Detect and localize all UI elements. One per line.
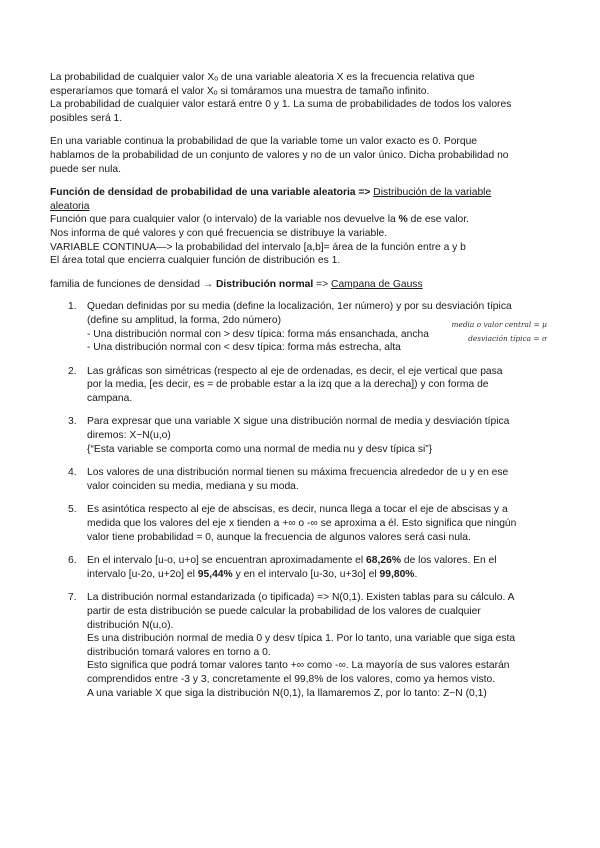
density-section	[50, 186, 555, 268]
percent-value: 68,26%	[366, 555, 401, 567]
properties-list	[50, 300, 555, 700]
text-line	[87, 568, 555, 582]
text-line: esperaríamos que tomará el valor Xₒ si tomáramos una muestra de tamaño infinito.	[50, 85, 430, 97]
document-page	[50, 71, 555, 700]
text-line	[87, 554, 555, 568]
list-item	[50, 415, 555, 456]
text-line: comprendidos entre -3 y 3, concretamente el 99,8% de los valores, como ya hemos visto.	[87, 673, 496, 685]
text-line: valor tiene probabilidad = 0, aunque la frecuencia de algunos valores será casi nula.	[87, 531, 471, 543]
list-item	[50, 466, 555, 493]
text-line: En una variable continua la probabilidad de que la variable tome un valor exacto es 0. Porque	[50, 136, 478, 148]
text-line: Las gráficas son simétricas (respecto al eje de ordenadas, es decir, el eje vertical que pasa	[87, 365, 503, 377]
text-line: puede ser nula.	[50, 163, 121, 175]
text-line: (define su amplitud, la forma, 2do número)	[87, 314, 282, 326]
text-line: partir de esta distribución se puede calcular la probabilidad de los valores de cualquier	[87, 606, 481, 617]
percent-value: 99,80%	[379, 568, 415, 580]
family-line	[50, 278, 555, 292]
density-heading-link-cont: aleatoria	[50, 200, 90, 212]
text-line: Quedan definidas por su media (define la localización, 1er número) y por su desviación típica	[87, 301, 512, 313]
list-item	[50, 591, 555, 700]
list-item	[50, 300, 555, 354]
formula-note	[451, 318, 547, 346]
text-line: posibles será 1.	[50, 112, 123, 124]
text-line: campana.	[87, 392, 133, 404]
text-part: de los valores. En el	[400, 555, 497, 567]
list-number: 1.	[68, 301, 77, 313]
list-item	[50, 503, 555, 544]
list-number: 2.	[68, 365, 77, 377]
text-part: Función que para cualquier valor (o intervalo) de la variable nos devuelve la	[50, 214, 399, 226]
density-line-2: Nos informa de qué valores y con qué frecuencia se distribuye la variable.	[50, 227, 388, 239]
text-line: medida que los valores del eje x tienden a +∞ o -∞ se aproxima a él. Esto significa que ningún	[87, 518, 517, 530]
text-line: A una variable X que siga la distribución N(0,1), la llamaremos Z, por lo tanto: Z~N (0,1)	[87, 687, 487, 699]
text-part: En el intervalo [u-o, u+o] se encuentran aproximadamente el	[87, 555, 367, 567]
text-line: distribución tomará valores en torno a 0.	[87, 646, 271, 658]
text-line: Es asintótica respecto al eje de abscisas, es decir, nunca llega a tocar el eje de abscisas y a	[87, 504, 508, 516]
family-link: Campana de Gauss	[331, 278, 423, 290]
text-line: hablamos de la probabilidad de un conjunto de valores y no de un valor único. Dicha probabilidad no	[50, 149, 509, 161]
text-part: intervalo [u-2o, u+2o] el	[87, 568, 198, 580]
text-line: Los valores de una distribución normal tienen su máxima frecuencia alrededor de u y en ese	[87, 467, 509, 479]
list-number: 4.	[68, 467, 77, 479]
percent-value: 95,44%	[197, 568, 233, 580]
density-line-3: VARIABLE CONTINUA—> la probabilidad del intervalo [a,b]= área de la función entre a y b	[50, 241, 466, 253]
formula-mean: media o valor central = μ	[451, 320, 547, 330]
text-line: La probabilidad de cualquier valor estará entre 0 y 1. La suma de probabilidades de todos los valores	[50, 99, 512, 111]
text-part: .	[414, 568, 418, 580]
list-item	[50, 365, 555, 406]
percent-symbol: %	[398, 214, 408, 226]
intro-paragraph-3	[50, 135, 555, 176]
text-line: por la media, [es decir, es = de probable estar a la izq que a la derecha]) y con forma de	[87, 379, 489, 391]
text-line: La probabilidad de cualquier valor Xₒ de una variable aleatoria X es la frecuencia relativa que	[50, 72, 475, 83]
text-line: distribución N(u,o).	[87, 619, 174, 631]
text-line: Esto significa que podrá tomar valores tanto +∞ como -∞. La mayoría de sus valores estarán	[87, 660, 510, 672]
text-part: y en el intervalo [u-3o, u+3o] el	[232, 568, 380, 580]
density-heading-link: Distribución de la variable	[373, 187, 492, 199]
text-line: {“Esta variable se comporta como una normal de media nu y desv típica si”}	[87, 443, 433, 455]
text-line: Para expresar que una variable X sigue una distribución normal de media y desviación típica	[87, 416, 510, 428]
text-line: diremos: X~N(u,o)	[87, 430, 171, 442]
density-line-1	[50, 213, 555, 227]
text-line: - Una distribución normal con > desv típica: forma más ensanchada, ancha	[87, 328, 429, 340]
density-heading-arrow: =>	[355, 187, 374, 199]
density-heading-bold: Función de densidad de probabilidad de una variable aleatoria	[50, 187, 356, 199]
density-line-4: El área total que encierra cualquier función de distribución es 1.	[50, 255, 341, 267]
formula-stddev: desviación típica = σ	[468, 334, 547, 344]
intro-paragraph-2	[50, 98, 555, 125]
list-number: 3.	[68, 416, 77, 428]
list-item	[50, 554, 555, 581]
family-bold: Distribución normal	[216, 278, 314, 290]
text-line: La distribución normal estandarizada (o tipificada) => N(0,1). Existen tablas para su cálculo. A	[87, 592, 515, 604]
list-number: 6.	[68, 555, 77, 567]
intro-paragraph-1	[50, 71, 555, 98]
family-text: familia de funciones de densidad →	[50, 278, 216, 290]
list-number: 7.	[68, 592, 77, 604]
density-heading	[50, 186, 555, 200]
text-line: valor coinciden su media, mediana y su moda.	[87, 480, 299, 492]
text-line: - Una distribución normal con < desv típica: forma más estrecha, alta	[87, 342, 401, 354]
text-part: de ese valor.	[407, 214, 469, 226]
text-line: Es una distribución normal de media 0 y desv típica 1. Por lo tanto, una variable que siga esta	[87, 633, 516, 645]
family-arrow: =>	[313, 278, 332, 290]
list-number: 5.	[68, 504, 77, 516]
